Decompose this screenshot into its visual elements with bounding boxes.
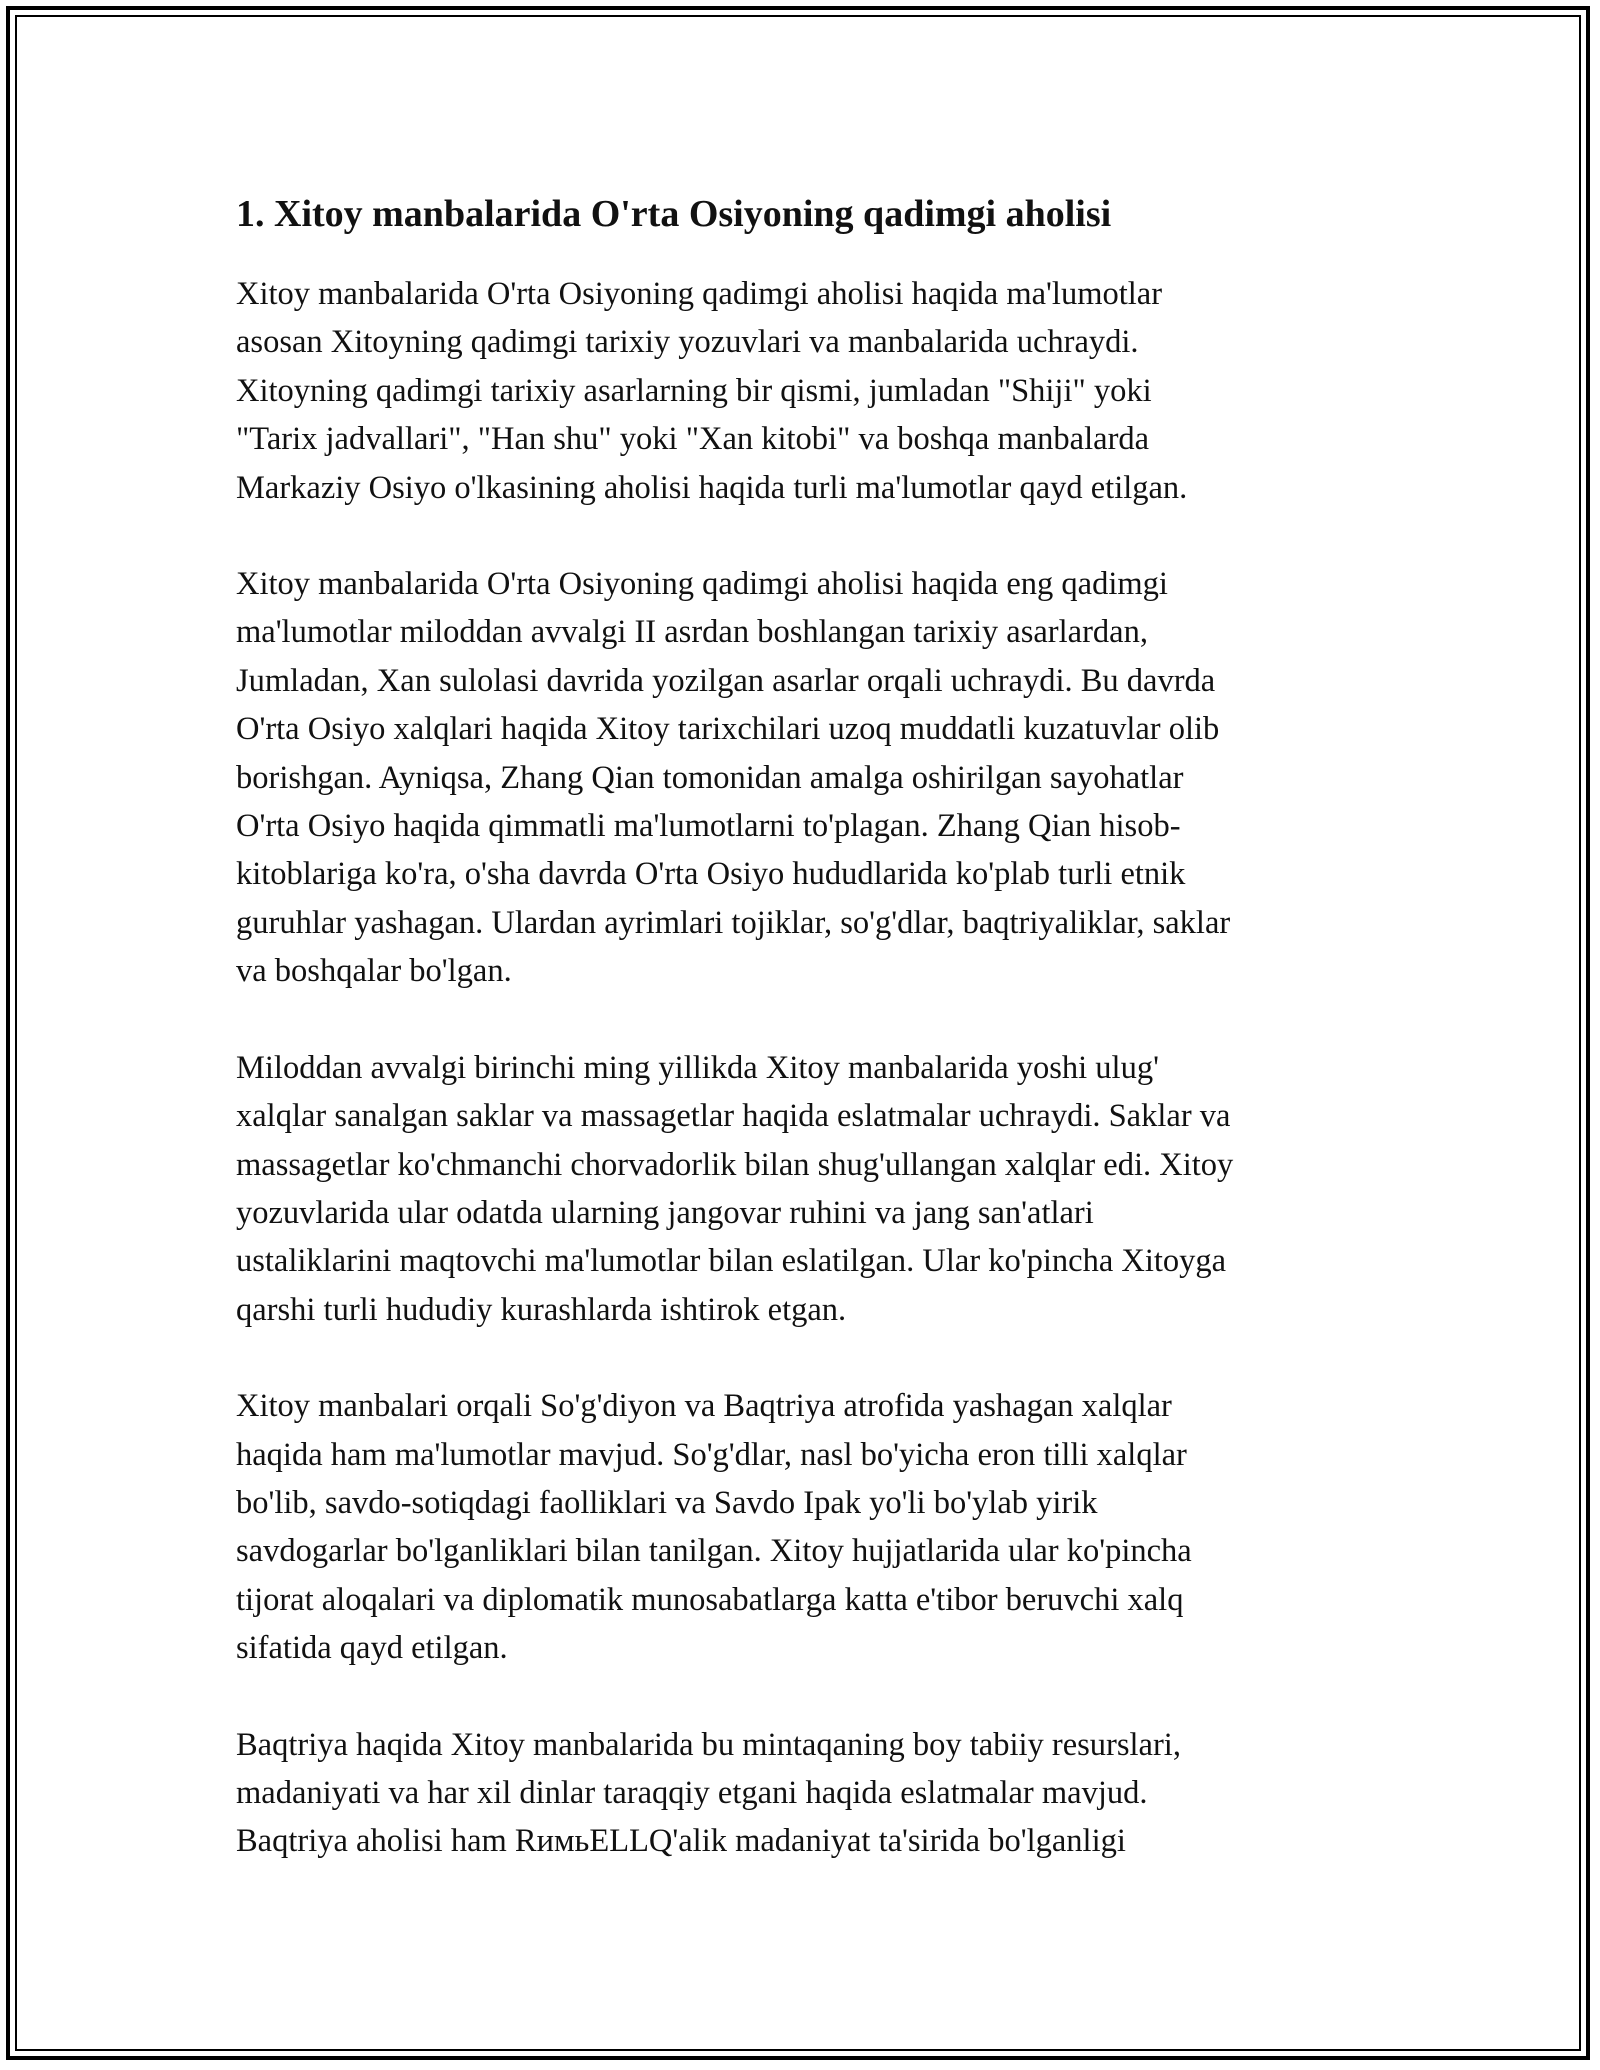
paragraph-line: sifatida qayd etilgan.	[236, 1630, 508, 1667]
paragraph-3	[236, 1044, 1376, 1334]
paragraph-line: Xitoyning qadimgi tarixiy asarlarning bir qismi, jumladan "Shiji" yoki	[236, 372, 1152, 409]
paragraph-line: Baqtriya haqida Xitoy manbalarida bu mintaqaning boy tabiiy resurslari,	[236, 1726, 1181, 1763]
paragraph-line: kitoblariga ko'ra, o'sha davrda O'rta Osiyo hududlarida ko'plab turli etnik	[236, 856, 1186, 893]
paragraph-line: guruhlar yashagan. Ulardan ayrimlari tojiklar, so'g'dlar, baqtriyaliklar, saklar	[236, 904, 1231, 941]
paragraph-line: Miloddan avvalgi birinchi ming yillikda Xitoy manbalarida yoshi ulug'	[236, 1049, 1159, 1086]
paragraph-line: Markaziy Osiyo o'lkasining aholisi haqida turli ma'lumotlar qayd etilgan.	[236, 469, 1188, 506]
paragraph-2	[236, 560, 1376, 996]
paragraph-line: O'rta Osiyo haqida qimmatli ma'lumotlarni to'plagan. Zhang Qian hisob-	[236, 808, 1181, 845]
paragraph-line: qarshi turli hududiy kurashlarda ishtirok etgan.	[236, 1291, 847, 1328]
paragraph-line: O'rta Osiyo xalqlari haqida Xitoy tarixchilari uzoq muddatli kuzatuvlar olib	[236, 711, 1220, 748]
paragraph-line: asosan Xitoyning qadimgi tarixiy yozuvlari va manbalarida uchraydi.	[236, 324, 1139, 361]
paragraph-line: tijorat aloqalari va diplomatik munosabatlarga katta e'tibor beruvchi xalq	[236, 1581, 1184, 1618]
paragraph-line: ma'lumotlar miloddan avvalgi II asrdan boshlangan tarixiy asarlardan,	[236, 614, 1148, 651]
paragraph-line: Baqtriya aholisi ham RимьELLQ'alik madaniyat ta'sirida bo'lganligi	[236, 1823, 1126, 1860]
document-title: 1. Xitoy manbalarida O'rta Osiyoning qadimgi aholisi	[236, 193, 1112, 235]
paragraph-line: Xitoy manbalarida O'rta Osiyoning qadimgi aholisi haqida ma'lumotlar	[236, 276, 1163, 312]
paragraph-line: yozuvlarida ular odatda ularning jangovar ruhini va jang san'atlari	[236, 1194, 1094, 1231]
document-body	[236, 186, 1376, 1914]
paragraph-line: Jumladan, Xan sulolasi davrida yozilgan asarlar orqali uchraydi. Bu davrda	[236, 662, 1216, 699]
paragraph-1	[236, 270, 1376, 512]
paragraph-line: Xitoy manbalari orqali So'g'diyon va Baqtriya atrofida yashagan xalqlar	[236, 1388, 1172, 1425]
paragraph-4	[236, 1382, 1376, 1672]
paragraph-line: ustaliklarini maqtovchi ma'lumotlar bilan eslatilgan. Ular ko'pincha Xitoyga	[236, 1243, 1227, 1280]
paragraph-line: savdogarlar bo'lganliklari bilan tanilgan. Xitoy hujjatlarida ular ko'pincha	[236, 1533, 1192, 1570]
paragraph-line: massagetlar ko'chmanchi chorvadorlik bilan shug'ullangan xalqlar edi. Xitoy	[236, 1146, 1234, 1183]
paragraph-line: madaniyati va har xil dinlar taraqqiy etgani haqida eslatmalar mavjud.	[236, 1774, 1148, 1811]
paragraph-line: Xitoy manbalarida O'rta Osiyoning qadimgi aholisi haqida eng qadimgi	[236, 566, 1168, 603]
paragraph-5	[236, 1721, 1376, 1866]
paragraph-line: haqida ham ma'lumotlar mavjud. So'g'dlar, nasl bo'yicha eron tilli xalqlar	[236, 1436, 1187, 1473]
paragraph-line: va boshqalar bo'lgan.	[236, 953, 512, 990]
paragraph-line: xalqlar sanalgan saklar va massagetlar haqida eslatmalar uchraydi. Saklar va	[236, 1098, 1231, 1135]
paragraph-line: bo'lib, savdo-sotiqdagi faolliklari va Savdo Ipak yo'li bo'ylab yirik	[236, 1484, 1098, 1521]
paragraph-line: "Tarix jadvallari", "Han shu" yoki "Xan kitobi" va boshqa manbalarda	[236, 421, 1150, 458]
paragraph-line: borishgan. Ayniqsa, Zhang Qian tomonidan amalga oshirilgan sayohatlar	[236, 759, 1184, 796]
